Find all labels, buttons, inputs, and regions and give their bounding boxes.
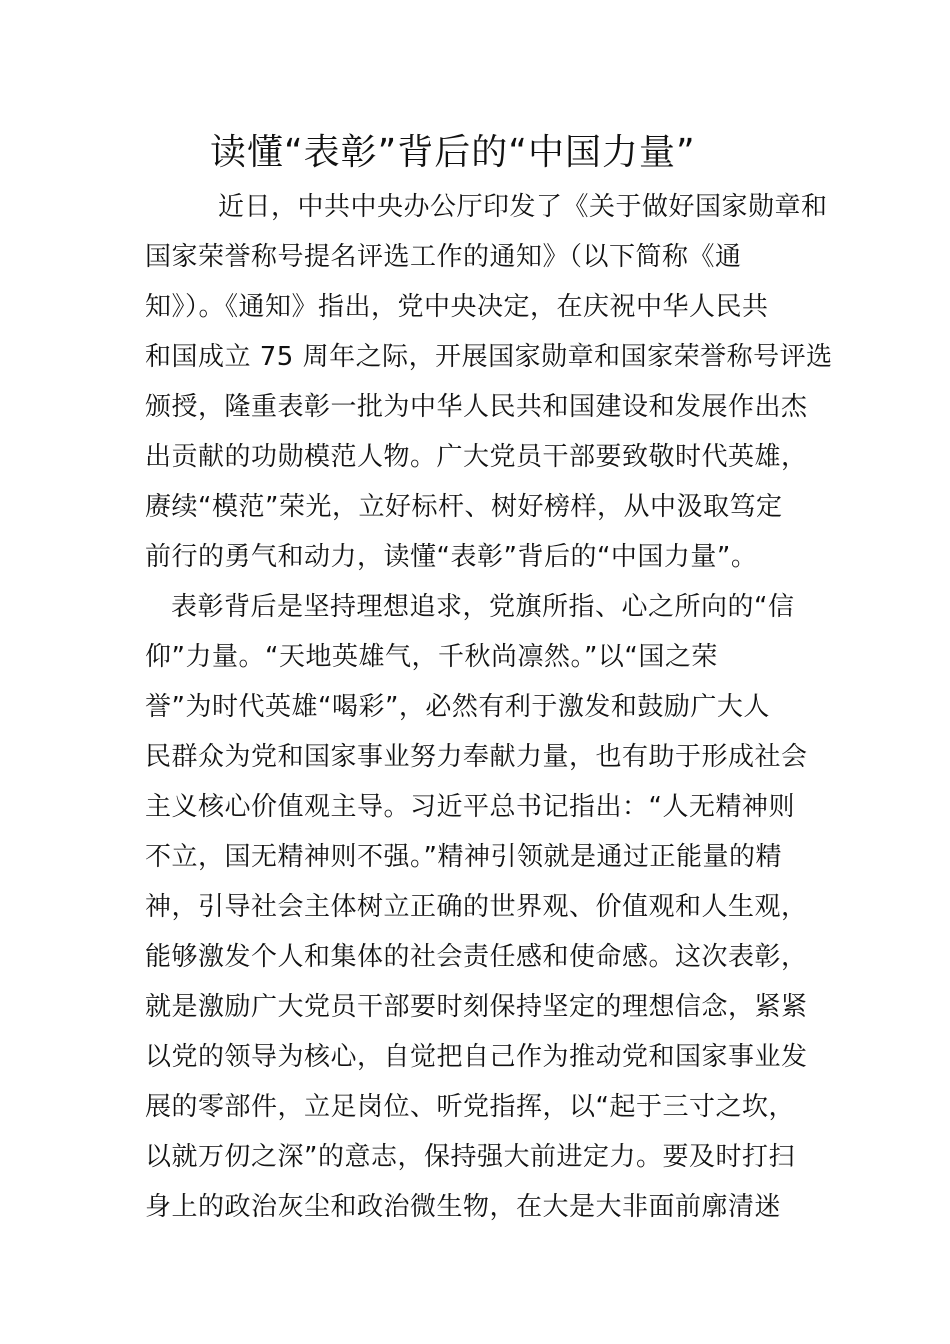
paragraph-line: 民群众为党和国家事业努力奉献力量，也有助于形成社会 bbox=[145, 742, 808, 772]
paragraph-line: 不立，国无精神则不强。”精神引领就是通过正能量的精 bbox=[145, 842, 782, 872]
paragraph-line: 誉”为时代英雄“喝彩”，必然有利于激发和鼓励广大人 bbox=[145, 692, 770, 722]
paragraph-line: 展的零部件，立足岗位、听党指挥，以“起于三寸之坎， bbox=[145, 1092, 795, 1122]
paragraph-line: 知》）。《通知》指出，党中央决定，在庆祝中华人民共 bbox=[145, 292, 769, 322]
paragraph-line: 仰”力量。“天地英雄气，千秋尚凛然。”以“国之荣 bbox=[145, 642, 718, 672]
document-title: 读懂“表彰”背后的“中国力量” bbox=[210, 132, 696, 173]
paragraph-line: 国家荣誉称号提名评选工作的通知》（以下简称《通 bbox=[145, 242, 742, 272]
paragraph-line: 就是激励广大党员干部要时刻保持坚定的理想信念，紧紧 bbox=[145, 992, 808, 1022]
paragraph-line: 前行的勇气和动力，读懂“表彰”背后的“中国力量”。 bbox=[145, 542, 758, 572]
paragraph-line: 近日，中共中央办公厅印发了《关于做好国家勋章和 bbox=[218, 192, 828, 222]
paragraph-line: 神，引导社会主体树立正确的世界观、价值观和人生观， bbox=[145, 892, 808, 922]
paragraph-line: 颁授，隆重表彰一批为中华人民共和国建设和发展作出杰 bbox=[145, 392, 808, 422]
paragraph-line: 表彰背后是坚持理想追求，党旗所指、心之所向的“信 bbox=[171, 592, 795, 622]
paragraph-line: 主义核心价值观主导。习近平总书记指出：“人无精神则 bbox=[145, 792, 795, 822]
paragraph-line: 身上的政治灰尘和政治微生物，在大是大非面前廓清迷 bbox=[145, 1192, 782, 1222]
paragraph-line: 出贡献的功勋模范人物。广大党员干部要致敬时代英雄， bbox=[145, 442, 808, 472]
paragraph-line: 赓续“模范”荣光，立好标杆、树好榜样，从中汲取笃定 bbox=[145, 492, 783, 522]
paragraph-line: 以就万仞之深”的意志，保持强大前进定力。要及时打扫 bbox=[145, 1142, 795, 1172]
paragraph-line: 以党的领导为核心，自觉把自己作为推动党和国家事业发 bbox=[145, 1042, 808, 1072]
paragraph-line: 和国成立 75 周年之际，开展国家勋章和国家荣誉称号评选 bbox=[145, 342, 833, 372]
paragraph-line: 能够激发个人和集体的社会责任感和使命感。这次表彰， bbox=[145, 942, 808, 972]
